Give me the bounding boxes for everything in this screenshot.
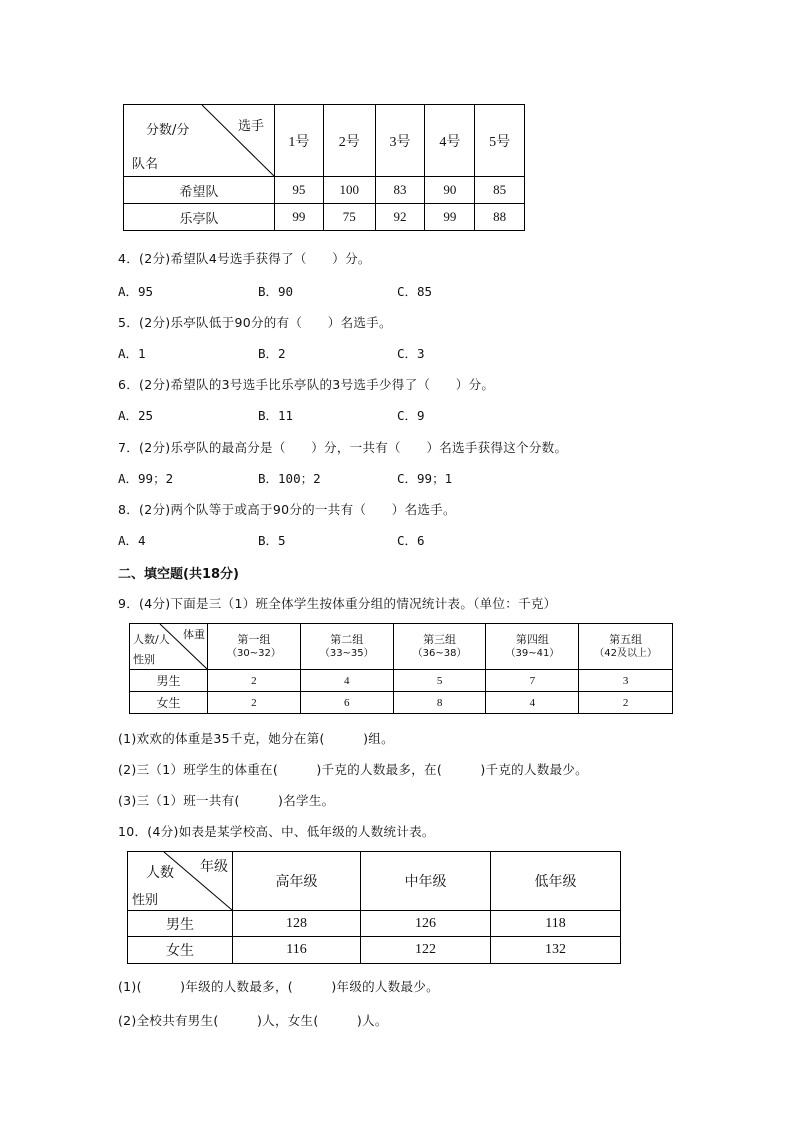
table-cell: 2 xyxy=(208,670,301,692)
row-label: 女生 xyxy=(128,937,233,964)
table-cell: 118 xyxy=(490,911,620,937)
group-name: 第一组 xyxy=(237,632,271,646)
grade-table xyxy=(127,851,621,964)
table-cell: 99 xyxy=(425,204,475,231)
row-label: 男生 xyxy=(130,670,208,692)
corner-label-top: 年级 xyxy=(200,859,228,875)
corner-label-mid: 人数/人 xyxy=(133,633,170,646)
score-table xyxy=(123,104,525,231)
column-header: 5号 xyxy=(475,105,525,177)
option-c: C．9 xyxy=(397,408,425,423)
table-row xyxy=(130,692,673,714)
table-cell: 90 xyxy=(425,177,475,204)
table-row xyxy=(128,911,621,937)
option-a: A．1 xyxy=(118,346,146,361)
option-b: B．100；2 xyxy=(258,471,321,486)
table-cell: 116 xyxy=(233,937,361,964)
table-cell: 85 xyxy=(475,177,525,204)
column-header xyxy=(208,624,301,670)
q9-sub-1: (1)欢欢的体重是35千克，她分在第( )组。 xyxy=(118,731,394,746)
question-6: 6．(2分)希望队的3号选手比乐亭队的3号选手少得了（ ）分。 xyxy=(118,377,495,392)
table-row xyxy=(124,177,525,204)
table-cell: 5 xyxy=(393,670,486,692)
table-cell: 100 xyxy=(323,177,375,204)
group-range: （30~32） xyxy=(227,647,281,659)
table-cell: 128 xyxy=(233,911,361,937)
q9-sub-3: (3)三（1）班一共有( )名学生。 xyxy=(118,793,335,808)
corner-label-bottom: 队名 xyxy=(132,157,159,172)
table-cell: 7 xyxy=(486,670,579,692)
row-label: 乐亭队 xyxy=(124,204,275,231)
question-8: 8．(2分)两个队等于或高于90分的一共有（ ）名选手。 xyxy=(118,502,456,517)
option-b: B．5 xyxy=(258,533,286,548)
table-cell: 132 xyxy=(490,937,620,964)
corner-label-top: 选手 xyxy=(237,119,264,134)
option-c: C．3 xyxy=(397,346,425,361)
column-header: 中年级 xyxy=(361,852,491,911)
group-name: 第五组 xyxy=(609,632,643,646)
table-cell: 2 xyxy=(579,692,673,714)
q10-sub-1: (1)( )年级的人数最多，( )年级的人数最少。 xyxy=(118,979,439,994)
question-9: 9．(4分)下面是三（1）班全体学生按体重分组的情况统计表。（单位：千克） xyxy=(118,596,557,611)
column-header xyxy=(486,624,579,670)
option-b: B．90 xyxy=(258,284,294,299)
corner-label-mid: 分数/分 xyxy=(146,123,190,138)
section-title: 二、填空题(共18分) xyxy=(118,567,239,582)
column-header: 4号 xyxy=(425,105,475,177)
column-header xyxy=(579,624,673,670)
table-cell: 8 xyxy=(393,692,486,714)
option-c: C．85 xyxy=(397,284,433,299)
option-c: C．6 xyxy=(397,533,425,548)
row-label: 女生 xyxy=(130,692,208,714)
table-cell: 88 xyxy=(475,204,525,231)
table-row xyxy=(130,670,673,692)
group-name: 第四组 xyxy=(515,632,549,646)
q9-sub-2: (2)三（1）班学生的体重在( )千克的人数最多，在( )千克的人数最少。 xyxy=(118,762,588,777)
column-header: 2号 xyxy=(323,105,375,177)
table-cell: 92 xyxy=(375,204,425,231)
group-range: （39~41） xyxy=(505,647,560,659)
question-5: 5．(2分)乐亭队低于90分的有（ ）名选手。 xyxy=(118,315,392,330)
row-label: 希望队 xyxy=(124,177,275,204)
table-cell: 75 xyxy=(323,204,375,231)
row-label: 男生 xyxy=(128,911,233,937)
question-10: 10．(4分)如表是某学校高、中、低年级的人数统计表。 xyxy=(118,824,435,839)
column-header xyxy=(300,624,393,670)
group-name: 第二组 xyxy=(330,632,364,646)
table-corner-cell xyxy=(128,852,233,911)
corner-label-bottom: 性别 xyxy=(133,653,155,666)
table-cell: 4 xyxy=(486,692,579,714)
group-name: 第三组 xyxy=(423,632,457,646)
table-row xyxy=(128,937,621,964)
column-header: 高年级 xyxy=(233,852,361,911)
table-cell: 99 xyxy=(275,204,324,231)
weight-table xyxy=(129,623,673,714)
q10-sub-2: (2)全校共有男生( )人，女生( )人。 xyxy=(118,1013,388,1028)
option-a: A．95 xyxy=(118,284,154,299)
table-cell: 6 xyxy=(300,692,393,714)
table-cell: 95 xyxy=(275,177,324,204)
column-header xyxy=(393,624,486,670)
table-cell: 3 xyxy=(579,670,673,692)
corner-label-bottom: 性别 xyxy=(132,893,159,908)
table-row xyxy=(124,204,525,231)
corner-label-mid: 人数 xyxy=(146,865,174,881)
group-range: （36~38） xyxy=(412,647,467,659)
table-corner-cell xyxy=(124,105,275,177)
option-a: A．99；2 xyxy=(118,471,174,486)
column-header: 1号 xyxy=(275,105,324,177)
option-b: B．2 xyxy=(258,346,286,361)
option-b: B．11 xyxy=(258,408,294,423)
option-c: C．99；1 xyxy=(397,471,453,486)
column-header: 3号 xyxy=(375,105,425,177)
group-range: （42及以上） xyxy=(594,647,658,659)
table-corner-cell xyxy=(130,624,208,670)
question-4: 4．(2分)希望队4号选手获得了（ ）分。 xyxy=(118,251,371,266)
column-header: 低年级 xyxy=(490,852,620,911)
group-range: （33~35） xyxy=(319,647,374,659)
table-cell: 4 xyxy=(300,670,393,692)
option-a: A．4 xyxy=(118,533,146,548)
corner-label-top: 体重 xyxy=(183,628,205,641)
table-cell: 126 xyxy=(361,911,491,937)
question-7: 7．(2分)乐亭队的最高分是（ ）分，一共有（ ）名选手获得这个分数。 xyxy=(118,440,568,455)
option-a: A．25 xyxy=(118,408,154,423)
table-cell: 2 xyxy=(208,692,301,714)
table-cell: 83 xyxy=(375,177,425,204)
table-cell: 122 xyxy=(361,937,491,964)
